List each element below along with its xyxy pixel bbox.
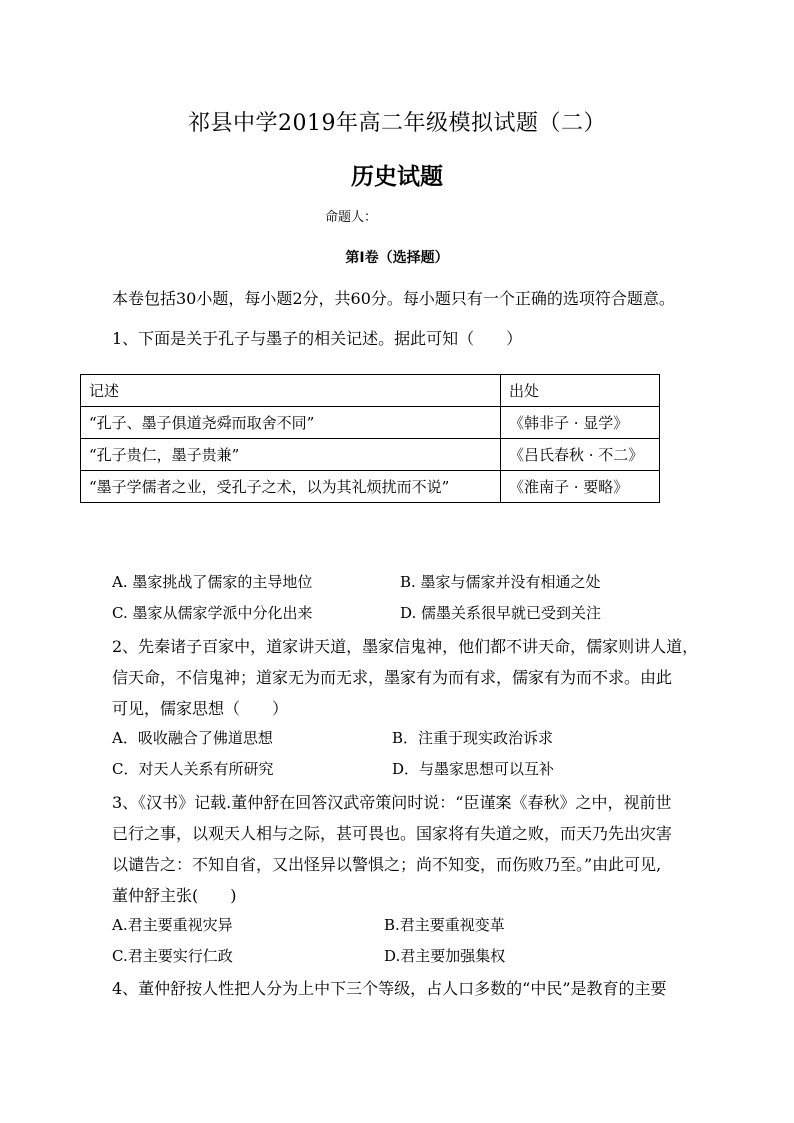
table-cell: “墨子学儒者之业，受孔子之术，以为其礼烦扰而不说” — [81, 471, 501, 503]
question-1-table — [80, 374, 660, 503]
question-2-line-1: 2、先秦诸子百家中，道家讲天道，墨家信鬼神，他们都不讲天命，儒家则讲人道， — [112, 637, 699, 656]
question-2-line-3: 可见，儒家思想（ ） — [112, 699, 289, 718]
table-header-cell: 记述 — [81, 375, 501, 407]
author-label: 命题人： — [325, 210, 378, 225]
table-cell: 《淮南子 · 要略》 — [501, 471, 660, 503]
question-3-line-1: 3、《汉书》记载.董仲舒在回答汉武帝策问时说：“臣谨案《春秋》之中，视前世 — [112, 793, 672, 812]
question-1-option-b: B. 墨家与儒家并没有相通之处 — [400, 573, 601, 591]
exam-subject-title: 历史试题 — [351, 163, 443, 190]
question-2-option-c: C．对天人关系有所研究 — [112, 760, 274, 778]
question-3-line-4: 董仲舒主张( ) — [112, 886, 237, 905]
question-3-option-a: A.君主要重视灾异 — [112, 916, 233, 934]
question-3-line-3: 以谴告之：不知自省，又出怪异以警惧之；尚不知变，而伤败乃至。”由此可见, — [112, 855, 662, 874]
table-header-row — [81, 375, 660, 407]
question-2-option-b: B．注重于现实政治诉求 — [392, 729, 554, 747]
table-cell: 《吕氏春秋 · 不二》 — [501, 439, 660, 471]
section-title: 第Ⅰ卷（选择题） — [345, 250, 449, 266]
table-cell: “孔子、墨子俱道尧舜而取舍不同” — [81, 407, 501, 439]
question-1-stem: 1、下面是关于孔子与墨子的相关记述。据此可知（ ） — [112, 329, 523, 348]
table-header-cell: 出处 — [501, 375, 660, 407]
question-3-line-2: 已行之事，以观天人相与之际，甚可畏也。国家将有失道之败，而天乃先出灾害 — [112, 824, 673, 843]
question-3-option-b: B.君主要重视变革 — [384, 916, 505, 934]
question-2-option-d: D．与墨家思想可以互补 — [392, 760, 555, 778]
table-row — [81, 407, 660, 439]
table-row — [81, 439, 660, 471]
exam-school-title: 祁县中学2019年高二年级模拟试题（二） — [188, 111, 606, 136]
question-3-option-d: D.君主要加强集权 — [384, 947, 506, 965]
question-1-option-c: C. 墨家从儒家学派中分化出来 — [112, 604, 313, 622]
table-cell: “孔子贵仁，墨子贵兼” — [81, 439, 501, 471]
question-1-option-d: D. 儒墨关系很早就已受到关注 — [400, 604, 602, 622]
table-row — [81, 471, 660, 503]
question-2-option-a: A．吸收融合了佛道思想 — [112, 729, 273, 747]
table-cell: 《韩非子 · 显学》 — [501, 407, 660, 439]
question-3-option-c: C.君主要实行仁政 — [112, 947, 233, 965]
question-4-line-1: 4、董仲舒按人性把人分为上中下三个等级，占人口多数的“中民”是教育的主要 — [112, 979, 667, 998]
question-2-line-2: 信天命，不信鬼神；道家无为而无求，墨家有为而有求，儒家有为而不求。由此 — [112, 668, 673, 687]
instructions: 本卷包括30小题，每小题2分，共60分。每小题只有一个正确的选项符合题意。 — [112, 289, 675, 308]
question-1-option-a: A. 墨家挑战了儒家的主导地位 — [112, 573, 313, 591]
